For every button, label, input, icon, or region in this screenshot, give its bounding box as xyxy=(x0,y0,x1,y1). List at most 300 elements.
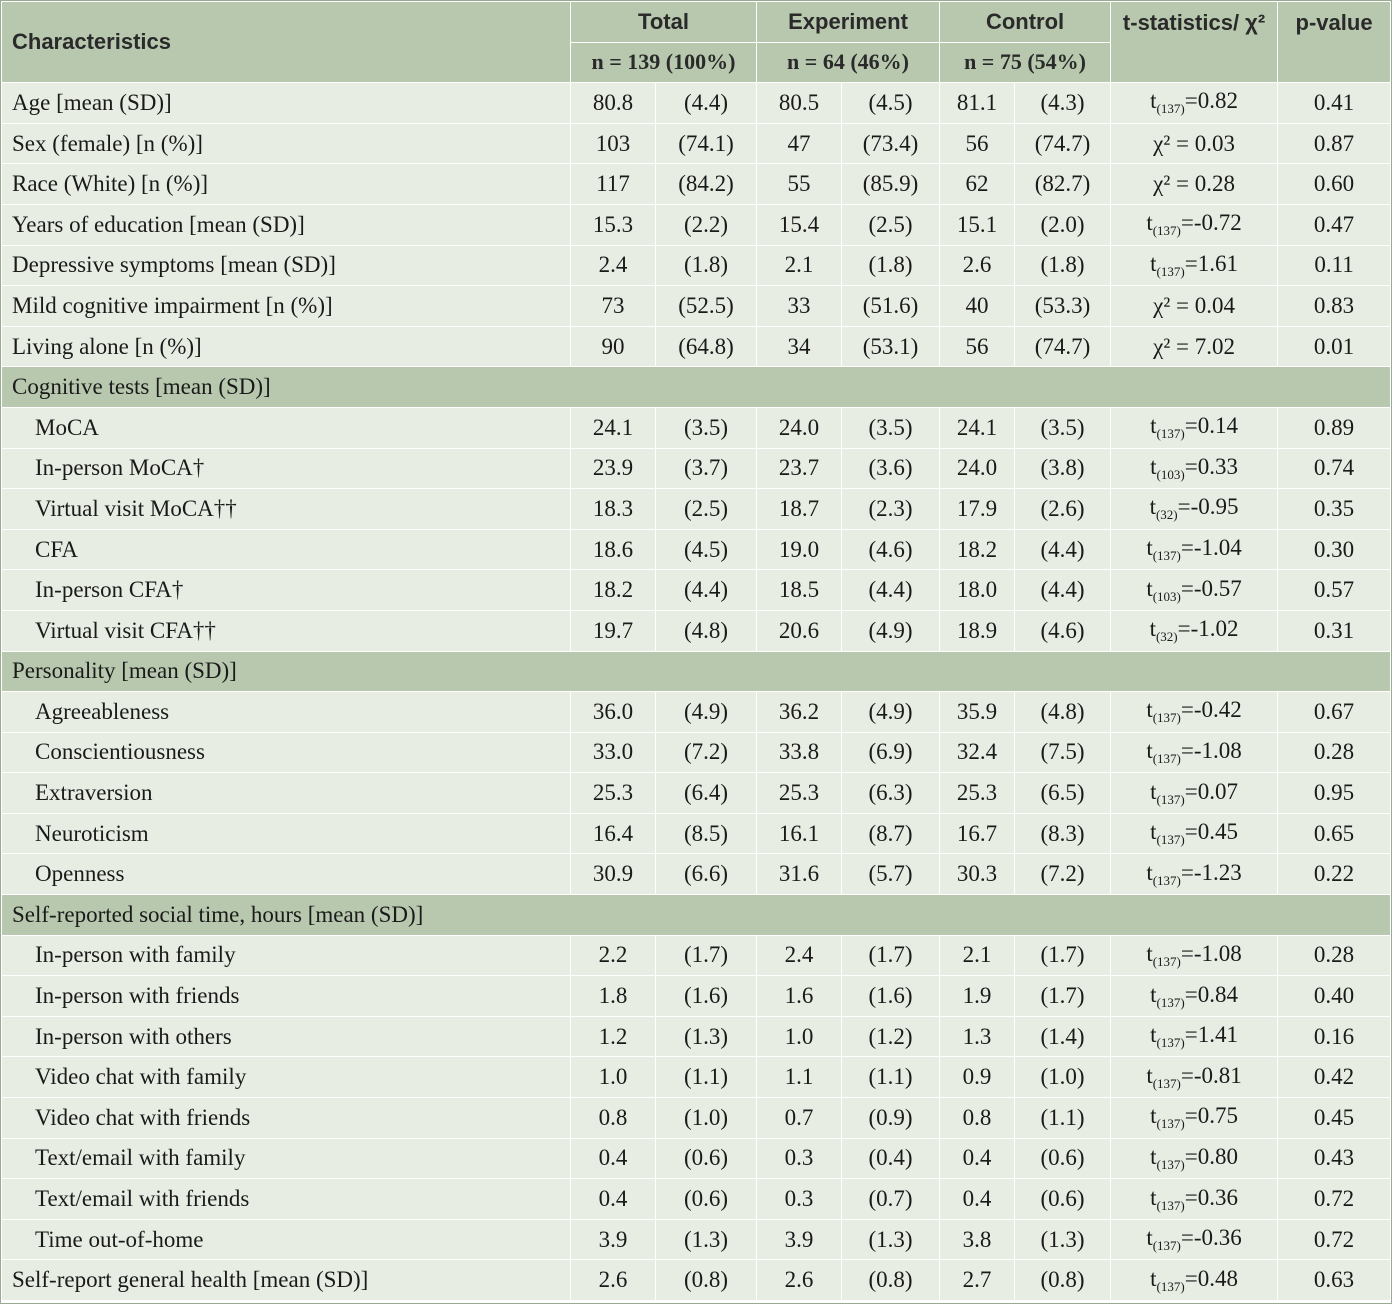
cell-experiment-paren: (1.3) xyxy=(842,1219,940,1260)
degrees-of-freedom: 137 xyxy=(1160,101,1181,117)
row-label: Text/email with friends xyxy=(2,1179,571,1220)
degrees-of-freedom: 137 xyxy=(1160,426,1181,442)
cell-control-paren: (7.2) xyxy=(1015,854,1111,895)
cell-experiment-value: 16.1 xyxy=(757,813,842,854)
table-row xyxy=(2,164,1391,205)
df-wrapper: (32) xyxy=(1155,629,1178,645)
section-header-row xyxy=(2,651,1391,692)
characteristics-table xyxy=(1,1,1391,1301)
table-row xyxy=(2,448,1391,489)
cell-total-value: 25.3 xyxy=(571,773,656,814)
cell-experiment-value: 25.3 xyxy=(757,773,842,814)
cell-total-value: 0.4 xyxy=(571,1179,656,1220)
header-total-n: n = 139 (100%) xyxy=(571,42,757,83)
table-row xyxy=(2,529,1391,570)
df-wrapper: (137) xyxy=(1152,1238,1181,1254)
cell-experiment-value: 55 xyxy=(757,164,842,205)
cell-experiment-paren: (1.7) xyxy=(842,935,940,976)
chi-square-value: χ² = 7.02 xyxy=(1153,333,1235,359)
table-row xyxy=(2,407,1391,448)
cell-control-paren: (6.5) xyxy=(1015,773,1111,814)
cell-test-statistic xyxy=(1111,204,1278,245)
cell-p-value: 0.31 xyxy=(1278,610,1391,651)
cell-test-statistic xyxy=(1111,813,1278,854)
row-label: Years of education [mean (SD)] xyxy=(2,204,571,245)
degrees-of-freedom: 137 xyxy=(1160,263,1181,279)
cell-test-statistic xyxy=(1111,773,1278,814)
statistic-value: =0.33 xyxy=(1184,453,1238,479)
cell-test-statistic xyxy=(1111,326,1278,367)
cell-total-paren: (1.7) xyxy=(656,935,757,976)
t-symbol: t xyxy=(1146,859,1153,885)
cell-control-paren: (0.6) xyxy=(1015,1138,1111,1179)
statistic-value: =0.45 xyxy=(1184,819,1238,845)
table-row xyxy=(2,935,1391,976)
cell-total-value: 80.8 xyxy=(571,83,656,124)
section-header-row xyxy=(2,895,1391,936)
df-wrapper: (137) xyxy=(1152,710,1181,726)
cell-experiment-value: 0.3 xyxy=(757,1179,842,1220)
statistic-value: =-1.08 xyxy=(1180,940,1242,966)
table-row xyxy=(2,204,1391,245)
cell-experiment-paren: (5.7) xyxy=(842,854,940,895)
row-label: MoCA xyxy=(2,407,571,448)
table-row xyxy=(2,123,1391,164)
cell-test-statistic xyxy=(1111,1138,1278,1179)
df-wrapper: (137) xyxy=(1156,426,1185,442)
df-wrapper: (137) xyxy=(1156,832,1185,848)
statistic-value: =-0.42 xyxy=(1180,697,1242,723)
t-symbol: t xyxy=(1150,1143,1157,1169)
cell-test-statistic xyxy=(1111,164,1278,205)
row-label: Self-report general health [mean (SD)] xyxy=(2,1260,571,1301)
cell-p-value: 0.16 xyxy=(1278,1016,1391,1057)
cell-total-paren: (0.6) xyxy=(656,1179,757,1220)
cell-p-value: 0.35 xyxy=(1278,489,1391,530)
degrees-of-freedom: 137 xyxy=(1157,953,1177,969)
df-wrapper: (137) xyxy=(1156,994,1185,1010)
table-row xyxy=(2,610,1391,651)
cell-p-value: 0.74 xyxy=(1278,448,1391,489)
row-label: Virtual visit CFA†† xyxy=(2,610,571,651)
t-symbol: t xyxy=(1149,616,1156,642)
degrees-of-freedom: 137 xyxy=(1157,1238,1177,1254)
cell-total-paren: (64.8) xyxy=(656,326,757,367)
cell-control-value: 56 xyxy=(940,123,1015,164)
cell-experiment-value: 19.0 xyxy=(757,529,842,570)
cell-experiment-value: 3.9 xyxy=(757,1219,842,1260)
row-label: In-person with others xyxy=(2,1016,571,1057)
cell-control-paren: (7.5) xyxy=(1015,732,1111,773)
cell-total-paren: (52.5) xyxy=(656,286,757,327)
table-row xyxy=(2,976,1391,1017)
t-symbol: t xyxy=(1150,819,1157,845)
row-label: In-person with family xyxy=(2,935,571,976)
cell-experiment-paren: (8.7) xyxy=(842,813,940,854)
cell-experiment-paren: (4.9) xyxy=(842,692,940,733)
cell-test-statistic xyxy=(1111,1260,1278,1301)
cell-total-value: 36.0 xyxy=(571,692,656,733)
df-wrapper: (137) xyxy=(1156,1156,1185,1172)
row-label: Mild cognitive impairment [n (%)] xyxy=(2,286,571,327)
t-symbol: t xyxy=(1150,778,1157,804)
cell-control-value: 0.4 xyxy=(940,1179,1015,1220)
t-symbol: t xyxy=(1150,1184,1157,1210)
cell-test-statistic xyxy=(1111,976,1278,1017)
t-symbol: t xyxy=(1146,940,1153,966)
cell-experiment-paren: (4.6) xyxy=(842,529,940,570)
cell-test-statistic xyxy=(1111,692,1278,733)
table-body xyxy=(2,83,1391,1301)
cell-control-paren: (53.3) xyxy=(1015,286,1111,327)
table-row xyxy=(2,1016,1391,1057)
cell-total-value: 2.4 xyxy=(571,245,656,286)
cell-total-value: 18.6 xyxy=(571,529,656,570)
cell-experiment-paren: (51.6) xyxy=(842,286,940,327)
cell-experiment-value: 47 xyxy=(757,123,842,164)
cell-total-paren: (4.9) xyxy=(656,692,757,733)
cell-experiment-paren: (0.9) xyxy=(842,1098,940,1139)
statistic-value: =1.61 xyxy=(1184,250,1238,276)
cell-test-statistic xyxy=(1111,407,1278,448)
cell-experiment-value: 24.0 xyxy=(757,407,842,448)
cell-experiment-value: 0.3 xyxy=(757,1138,842,1179)
t-symbol: t xyxy=(1146,1225,1153,1251)
cell-total-value: 1.8 xyxy=(571,976,656,1017)
statistic-value: =0.14 xyxy=(1184,413,1238,439)
row-label: Openness xyxy=(2,854,571,895)
row-label: CFA xyxy=(2,529,571,570)
cell-total-paren: (1.3) xyxy=(656,1219,757,1260)
df-wrapper: (137) xyxy=(1156,1035,1185,1051)
cell-control-value: 2.6 xyxy=(940,245,1015,286)
cell-experiment-paren: (4.4) xyxy=(842,570,940,611)
header-t-statistics: t-statistics/ χ² xyxy=(1111,2,1278,83)
cell-experiment-value: 33.8 xyxy=(757,732,842,773)
cell-control-paren: (4.6) xyxy=(1015,610,1111,651)
section-label: Personality [mean (SD)] xyxy=(2,651,1391,692)
degrees-of-freedom: 137 xyxy=(1157,872,1177,888)
t-symbol: t xyxy=(1150,981,1157,1007)
df-wrapper: (103) xyxy=(1156,466,1185,482)
t-symbol: t xyxy=(1150,1265,1157,1291)
cell-control-paren: (8.3) xyxy=(1015,813,1111,854)
chi-square-value: χ² = 0.04 xyxy=(1153,292,1235,318)
cell-total-value: 2.2 xyxy=(571,935,656,976)
cell-control-value: 24.1 xyxy=(940,407,1015,448)
cell-test-statistic xyxy=(1111,286,1278,327)
cell-total-paren: (3.7) xyxy=(656,448,757,489)
cell-control-value: 32.4 xyxy=(940,732,1015,773)
t-symbol: t xyxy=(1150,413,1157,439)
cell-control-paren: (1.7) xyxy=(1015,976,1111,1017)
cell-total-paren: (8.5) xyxy=(656,813,757,854)
degrees-of-freedom: 32 xyxy=(1160,629,1174,645)
cell-test-statistic xyxy=(1111,1098,1278,1139)
cell-total-value: 18.3 xyxy=(571,489,656,530)
table-row xyxy=(2,1138,1391,1179)
cell-test-statistic xyxy=(1111,1219,1278,1260)
cell-control-value: 24.0 xyxy=(940,448,1015,489)
t-symbol: t xyxy=(1150,1103,1157,1129)
cell-total-paren: (1.3) xyxy=(656,1016,757,1057)
t-symbol: t xyxy=(1150,453,1157,479)
table-row xyxy=(2,83,1391,124)
cell-control-value: 0.9 xyxy=(940,1057,1015,1098)
header-total: Total xyxy=(571,2,757,43)
degrees-of-freedom: 137 xyxy=(1157,1075,1177,1091)
cell-p-value: 0.83 xyxy=(1278,286,1391,327)
statistic-value: =-1.04 xyxy=(1180,535,1242,561)
cell-p-value: 0.01 xyxy=(1278,326,1391,367)
section-label: Self-reported social time, hours [mean (SD)] xyxy=(2,895,1391,936)
statistic-value: =0.48 xyxy=(1184,1265,1238,1291)
cell-total-value: 33.0 xyxy=(571,732,656,773)
statistic-value: =-0.36 xyxy=(1180,1225,1242,1251)
cell-total-paren: (1.0) xyxy=(656,1098,757,1139)
df-wrapper: (137) xyxy=(1156,1116,1185,1132)
t-symbol: t xyxy=(1150,250,1157,276)
cell-experiment-value: 20.6 xyxy=(757,610,842,651)
header-experiment: Experiment xyxy=(757,2,940,43)
cell-control-value: 17.9 xyxy=(940,489,1015,530)
row-label: Video chat with friends xyxy=(2,1098,571,1139)
degrees-of-freedom: 137 xyxy=(1157,223,1177,239)
df-wrapper: (137) xyxy=(1156,1197,1185,1213)
cell-experiment-value: 31.6 xyxy=(757,854,842,895)
cell-total-value: 103 xyxy=(571,123,656,164)
section-header-row xyxy=(2,367,1391,408)
cell-test-statistic xyxy=(1111,1179,1278,1220)
cell-experiment-paren: (1.6) xyxy=(842,976,940,1017)
statistic-value: =0.36 xyxy=(1184,1184,1238,1210)
cell-p-value: 0.40 xyxy=(1278,976,1391,1017)
cell-experiment-paren: (4.5) xyxy=(842,83,940,124)
cell-experiment-value: 33 xyxy=(757,286,842,327)
cell-total-value: 3.9 xyxy=(571,1219,656,1260)
cell-control-value: 1.3 xyxy=(940,1016,1015,1057)
cell-experiment-paren: (3.5) xyxy=(842,407,940,448)
table-row xyxy=(2,1179,1391,1220)
cell-experiment-value: 34 xyxy=(757,326,842,367)
cell-control-paren: (1.1) xyxy=(1015,1098,1111,1139)
table-row xyxy=(2,326,1391,367)
cell-experiment-paren: (1.1) xyxy=(842,1057,940,1098)
t-symbol: t xyxy=(1146,575,1153,601)
degrees-of-freedom: 137 xyxy=(1157,710,1177,726)
degrees-of-freedom: 137 xyxy=(1160,1156,1181,1172)
header-experiment-n: n = 64 (46%) xyxy=(757,42,940,83)
cell-experiment-value: 18.7 xyxy=(757,489,842,530)
row-label: Video chat with family xyxy=(2,1057,571,1098)
df-wrapper: (103) xyxy=(1152,588,1181,604)
row-label: Neuroticism xyxy=(2,813,571,854)
cell-test-statistic xyxy=(1111,448,1278,489)
cell-experiment-value: 0.7 xyxy=(757,1098,842,1139)
df-wrapper: (137) xyxy=(1152,750,1181,766)
cell-total-value: 2.6 xyxy=(571,1260,656,1301)
t-symbol: t xyxy=(1146,697,1153,723)
statistic-value: =0.84 xyxy=(1184,981,1238,1007)
degrees-of-freedom: 137 xyxy=(1160,1197,1181,1213)
cell-control-value: 18.2 xyxy=(940,529,1015,570)
t-symbol: t xyxy=(1146,535,1153,561)
table-header xyxy=(2,2,1391,83)
degrees-of-freedom: 137 xyxy=(1157,548,1177,564)
cell-experiment-value: 2.6 xyxy=(757,1260,842,1301)
cell-control-paren: (4.8) xyxy=(1015,692,1111,733)
cell-test-statistic xyxy=(1111,854,1278,895)
cell-experiment-value: 2.1 xyxy=(757,245,842,286)
cell-control-paren: (0.8) xyxy=(1015,1260,1111,1301)
df-wrapper: (137) xyxy=(1156,101,1185,117)
statistic-value: =-0.81 xyxy=(1180,1062,1242,1088)
degrees-of-freedom: 137 xyxy=(1160,1116,1181,1132)
row-label: Time out-of-home xyxy=(2,1219,571,1260)
cell-total-paren: (6.6) xyxy=(656,854,757,895)
cell-test-statistic xyxy=(1111,1057,1278,1098)
degrees-of-freedom: 137 xyxy=(1160,832,1181,848)
table-row xyxy=(2,773,1391,814)
cell-control-paren: (74.7) xyxy=(1015,123,1111,164)
cell-total-value: 90 xyxy=(571,326,656,367)
cell-total-paren: (2.5) xyxy=(656,489,757,530)
cell-test-statistic xyxy=(1111,489,1278,530)
cell-control-value: 2.7 xyxy=(940,1260,1015,1301)
cell-p-value: 0.30 xyxy=(1278,529,1391,570)
cell-experiment-value: 1.6 xyxy=(757,976,842,1017)
cell-experiment-value: 1.1 xyxy=(757,1057,842,1098)
table-row xyxy=(2,1057,1391,1098)
cell-control-value: 30.3 xyxy=(940,854,1015,895)
cell-total-paren: (0.6) xyxy=(656,1138,757,1179)
cell-control-value: 18.0 xyxy=(940,570,1015,611)
statistic-value: =0.82 xyxy=(1184,88,1238,114)
row-label: Sex (female) [n (%)] xyxy=(2,123,571,164)
cell-control-value: 62 xyxy=(940,164,1015,205)
degrees-of-freedom: 137 xyxy=(1160,791,1181,807)
cell-total-value: 1.2 xyxy=(571,1016,656,1057)
cell-experiment-paren: (6.9) xyxy=(842,732,940,773)
cell-test-statistic xyxy=(1111,610,1278,651)
cell-total-value: 24.1 xyxy=(571,407,656,448)
df-wrapper: (137) xyxy=(1152,1075,1181,1091)
cell-control-paren: (1.0) xyxy=(1015,1057,1111,1098)
header-row-groups xyxy=(2,2,1391,43)
cell-total-paren: (7.2) xyxy=(656,732,757,773)
cell-experiment-value: 23.7 xyxy=(757,448,842,489)
cell-p-value: 0.47 xyxy=(1278,204,1391,245)
table-row xyxy=(2,1260,1391,1301)
cell-control-paren: (4.3) xyxy=(1015,83,1111,124)
cell-total-value: 117 xyxy=(571,164,656,205)
cell-control-paren: (1.7) xyxy=(1015,935,1111,976)
df-wrapper: (137) xyxy=(1156,263,1185,279)
header-p-value: p-value xyxy=(1278,2,1391,83)
statistic-value: =0.75 xyxy=(1184,1103,1238,1129)
t-symbol: t xyxy=(1146,737,1153,763)
degrees-of-freedom: 137 xyxy=(1160,994,1181,1010)
cell-total-paren: (4.5) xyxy=(656,529,757,570)
cell-total-paren: (1.6) xyxy=(656,976,757,1017)
chi-square-value: χ² = 0.28 xyxy=(1153,171,1235,197)
df-wrapper: (137) xyxy=(1156,1278,1185,1294)
cell-p-value: 0.89 xyxy=(1278,407,1391,448)
cell-experiment-paren: (85.9) xyxy=(842,164,940,205)
statistic-value: =0.07 xyxy=(1184,778,1238,804)
row-label: Race (White) [n (%)] xyxy=(2,164,571,205)
cell-p-value: 0.57 xyxy=(1278,570,1391,611)
cell-control-paren: (4.4) xyxy=(1015,529,1111,570)
cell-total-value: 30.9 xyxy=(571,854,656,895)
cell-control-value: 56 xyxy=(940,326,1015,367)
cell-test-statistic xyxy=(1111,732,1278,773)
cell-control-value: 15.1 xyxy=(940,204,1015,245)
cell-total-paren: (84.2) xyxy=(656,164,757,205)
degrees-of-freedom: 137 xyxy=(1160,1035,1181,1051)
row-label: In-person with friends xyxy=(2,976,571,1017)
cell-total-value: 73 xyxy=(571,286,656,327)
table-row xyxy=(2,692,1391,733)
cell-p-value: 0.43 xyxy=(1278,1138,1391,1179)
cell-control-paren: (1.4) xyxy=(1015,1016,1111,1057)
row-label: Agreeableness xyxy=(2,692,571,733)
cell-control-paren: (2.6) xyxy=(1015,489,1111,530)
cell-control-paren: (0.6) xyxy=(1015,1179,1111,1220)
cell-control-paren: (4.4) xyxy=(1015,570,1111,611)
header-control: Control xyxy=(940,2,1111,43)
statistic-value: =-0.57 xyxy=(1180,575,1242,601)
table-row xyxy=(2,1098,1391,1139)
statistic-value: =-1.08 xyxy=(1180,737,1242,763)
cell-total-paren: (2.2) xyxy=(656,204,757,245)
cell-total-paren: (6.4) xyxy=(656,773,757,814)
cell-control-paren: (1.3) xyxy=(1015,1219,1111,1260)
cell-p-value: 0.41 xyxy=(1278,83,1391,124)
cell-p-value: 0.87 xyxy=(1278,123,1391,164)
row-label: Virtual visit MoCA†† xyxy=(2,489,571,530)
cell-total-value: 15.3 xyxy=(571,204,656,245)
cell-p-value: 0.95 xyxy=(1278,773,1391,814)
cell-total-value: 1.0 xyxy=(571,1057,656,1098)
cell-p-value: 0.60 xyxy=(1278,164,1391,205)
df-wrapper: (137) xyxy=(1152,953,1181,969)
cell-control-value: 2.1 xyxy=(940,935,1015,976)
table-row xyxy=(2,732,1391,773)
degrees-of-freedom: 103 xyxy=(1160,466,1181,482)
degrees-of-freedom: 137 xyxy=(1160,1278,1181,1294)
cell-total-paren: (1.1) xyxy=(656,1057,757,1098)
cell-control-value: 40 xyxy=(940,286,1015,327)
cell-experiment-paren: (2.3) xyxy=(842,489,940,530)
t-symbol: t xyxy=(1150,1022,1157,1048)
cell-total-value: 16.4 xyxy=(571,813,656,854)
df-wrapper: (137) xyxy=(1152,872,1181,888)
cell-control-paren: (1.8) xyxy=(1015,245,1111,286)
row-label: Extraversion xyxy=(2,773,571,814)
cell-control-value: 25.3 xyxy=(940,773,1015,814)
degrees-of-freedom: 137 xyxy=(1157,750,1177,766)
cell-control-value: 16.7 xyxy=(940,813,1015,854)
table-row xyxy=(2,1219,1391,1260)
cell-experiment-paren: (53.1) xyxy=(842,326,940,367)
cell-control-paren: (82.7) xyxy=(1015,164,1111,205)
cell-control-value: 0.8 xyxy=(940,1098,1015,1139)
cell-p-value: 0.45 xyxy=(1278,1098,1391,1139)
cell-experiment-paren: (0.4) xyxy=(842,1138,940,1179)
table-row xyxy=(2,489,1391,530)
section-label: Cognitive tests [mean (SD)] xyxy=(2,367,1391,408)
